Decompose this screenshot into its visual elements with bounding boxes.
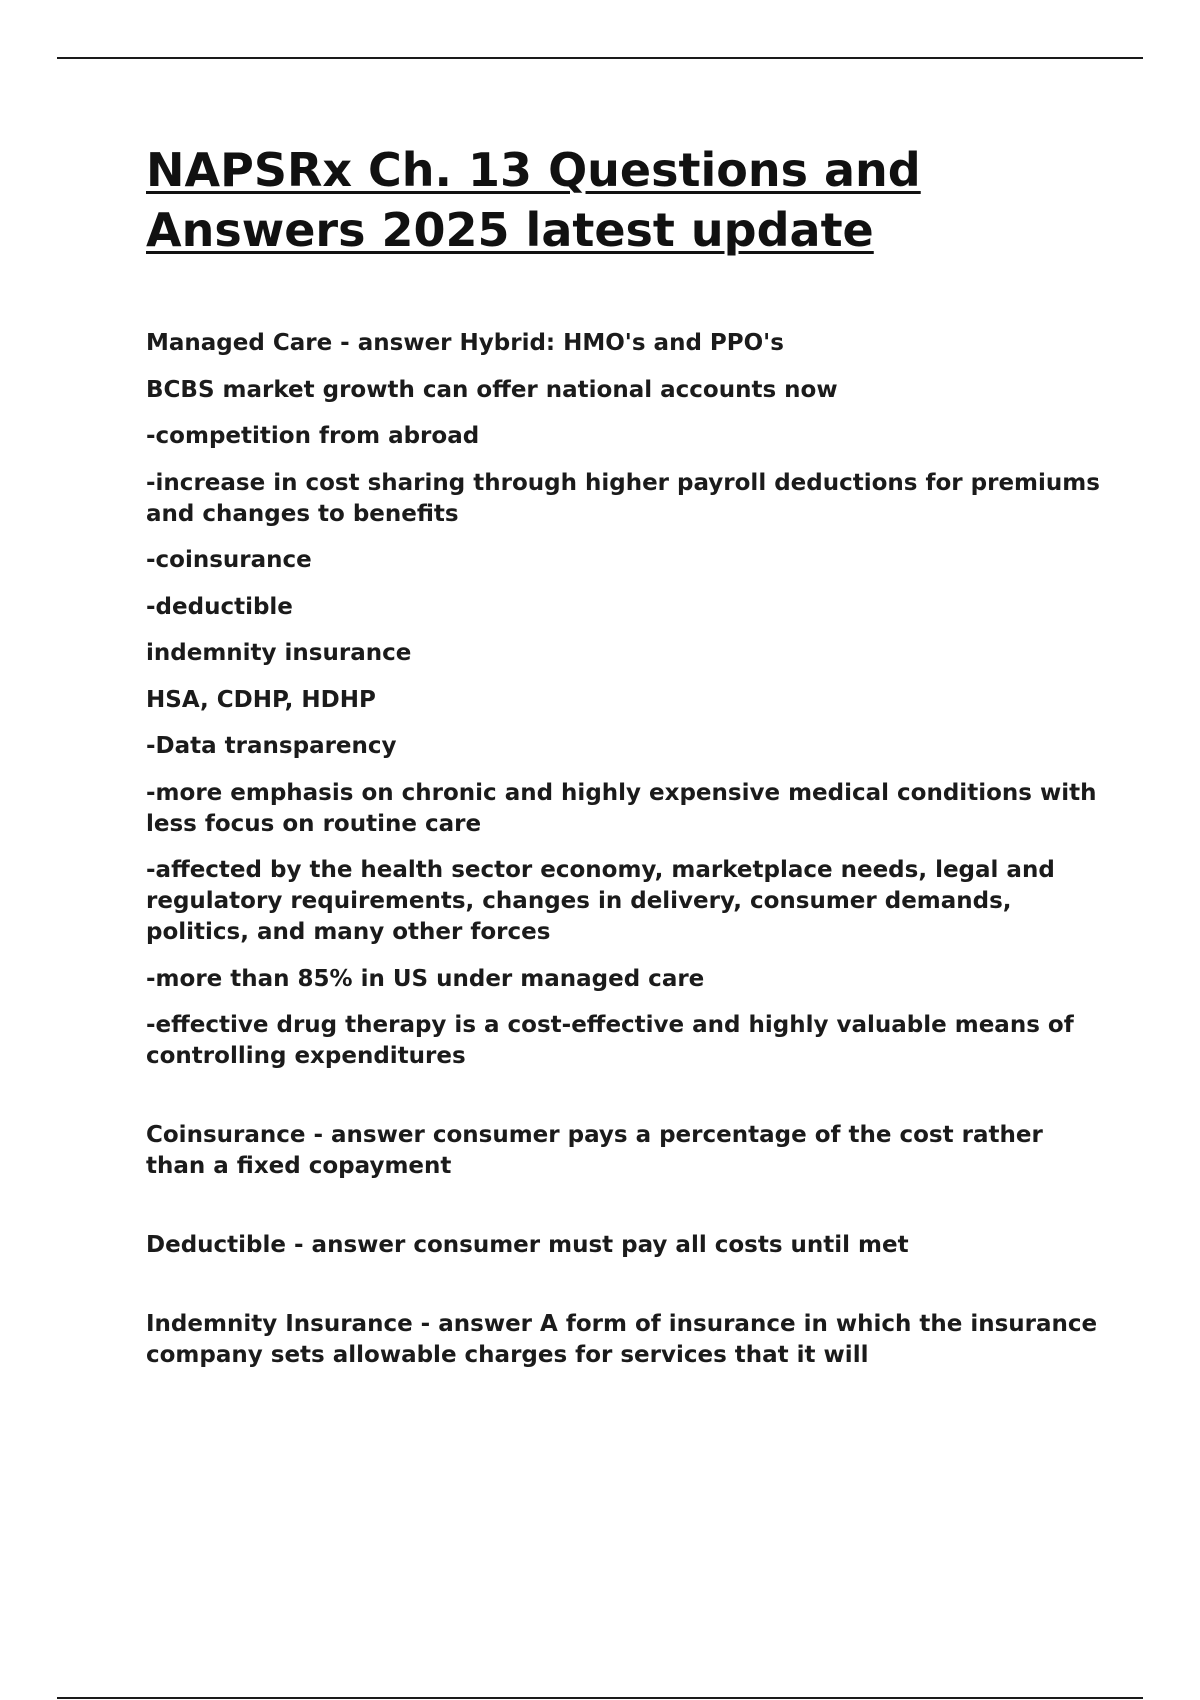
qa-line: -competition from abroad (146, 423, 480, 449)
qa-line: -increase in cost sharing through higher payroll deductions for premiums and changes to benefits (146, 469, 1100, 527)
document-body (146, 140, 1106, 1387)
bottom-rule (57, 1697, 1143, 1699)
qa-line: Managed Care - answer Hybrid: HMO's and PPO's (146, 330, 784, 356)
qa-list (146, 328, 1106, 1371)
qa-line: -coinsurance (146, 547, 312, 573)
qa-line: Indemnity Insurance - answer A form of insurance in which the insurance company sets allowable charges for services that it will (146, 1311, 1098, 1368)
qa-block-managed-care (146, 328, 1106, 1072)
qa-line: Coinsurance - answer consumer pays a percentage of the cost rather than a fixed copayment (146, 1122, 1043, 1179)
qa-line: -more than 85% in US under managed care (146, 965, 705, 992)
qa-line: -Data transparency (146, 733, 397, 759)
qa-block-indemnity-insurance (146, 1309, 1106, 1371)
qa-line: Deductible - answer consumer must pay all costs until met (146, 1232, 909, 1258)
top-rule (57, 57, 1143, 59)
qa-line: indemnity insurance (146, 640, 412, 666)
qa-block-deductible (146, 1230, 1106, 1261)
qa-line: BCBS market growth can offer national accounts now (146, 376, 838, 403)
document-title: NAPSRx Ch. 13 Questions and Answers 2025 latest update (146, 143, 921, 257)
qa-line: -more emphasis on chronic and highly expensive medical conditions with less focus on routine care (146, 779, 1097, 837)
qa-block-coinsurance (146, 1120, 1106, 1182)
qa-line: -deductible (146, 593, 293, 620)
qa-line: HSA, CDHP, HDHP (146, 686, 376, 713)
qa-line: -effective drug therapy is a cost-effective and highly valuable means of controlling expenditures (146, 1012, 1074, 1069)
qa-line: -affected by the health sector economy, marketplace needs, legal and regulatory requirements, changes in delivery, consumer demands, politics, and many other forces (146, 857, 1055, 945)
